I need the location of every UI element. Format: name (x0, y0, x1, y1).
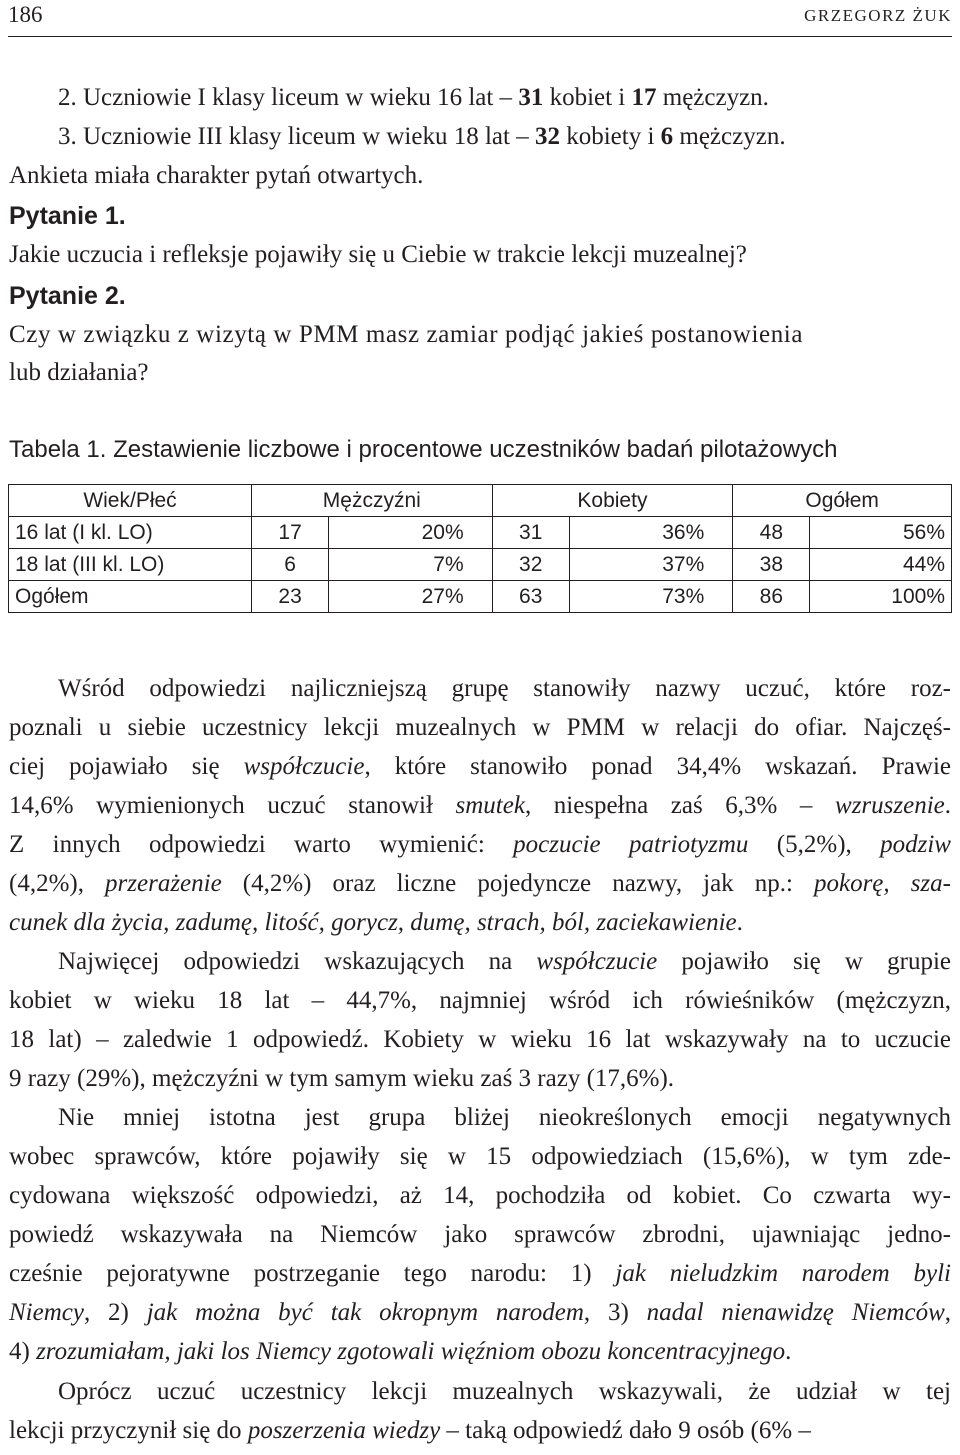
body-line (9, 867, 951, 901)
body-line (9, 1414, 951, 1448)
emphasized-text: cunek dla życia, zadumę, litość, gorycz, dumę, strach, ból, zaciekawienie (9, 909, 737, 936)
emphasized-text: współczucie (243, 753, 365, 780)
body-line (9, 750, 951, 784)
body-line (9, 984, 951, 1018)
women-count: 31 (492, 517, 569, 549)
header-women: Kobiety (492, 485, 733, 517)
text-run: poznali u siebie uczestnicy lekcji muzealnych w PMM w relacji do ofiar. Najczęś- (9, 714, 951, 741)
text-run: Nie mniej istotna jest grupa bliżej nieokreślonych emocji negatywnych (58, 1104, 951, 1131)
table-header-row (9, 485, 952, 517)
body-line (9, 1218, 951, 1252)
text-run: Wśród odpowiedzi najliczniejszą grupę stanowiły nazwy uczuć, które roz- (58, 675, 951, 702)
table-caption: Tabela 1. Zestawienie liczbowe i procentowe uczestników badań pilotażowych (9, 436, 838, 463)
body-line (9, 711, 951, 745)
table-row-total (9, 581, 952, 613)
header-total: Ogółem (733, 485, 952, 517)
body-line (9, 1257, 951, 1291)
men-percent: 27% (329, 581, 492, 613)
body-line (58, 945, 951, 979)
total-percent: 44% (810, 549, 952, 581)
question-1-label: Pytanie 1. (9, 202, 126, 230)
emphasized-text: Niemcy (9, 1299, 84, 1326)
table-row (9, 549, 952, 581)
men-count: 23 (252, 581, 329, 613)
text-run: (4,2%), (9, 870, 106, 897)
emphasized-text: wzruszenie (835, 792, 945, 819)
body-line (9, 1179, 951, 1213)
body-line (9, 828, 951, 862)
row-label: 18 lat (III kl. LO) (9, 549, 252, 581)
page-number: 186 (8, 2, 43, 27)
women-count: 63 (492, 581, 569, 613)
text-run: Z innych odpowiedzi warto wymienić: (9, 831, 514, 858)
list-item-3: 3. Uczniowie III klasy liceum w wieku 18 lat – 32 kobiety i 6 mężczyzn. (58, 123, 786, 150)
survey-note: Ankieta miała charakter pytań otwartych. (9, 162, 424, 189)
emphasized-text: jak nieludzkim narodem byli (615, 1260, 952, 1287)
emphasized-text: poczucie patriotyzmu (513, 831, 749, 858)
text-run: , które stanowiło ponad 34,4% wskazań. Prawie (364, 753, 951, 780)
running-header (8, 0, 952, 37)
emphasized-text: przerażenie (105, 870, 222, 897)
question-2-text-line-1: Czy w związku z wizytą w PMM masz zamiar podjąć jakieś postanowienia (9, 321, 804, 348)
text-run: cześnie pejoratywne postrzeganie tego narodu: 1) (9, 1260, 616, 1287)
text-run: Najwięcej odpowiedzi wskazujących na (58, 948, 537, 975)
emphasized-text: współczucie (536, 948, 658, 975)
men-count: 6 (252, 549, 329, 581)
body-line (58, 672, 951, 706)
women-percent: 73% (569, 581, 732, 613)
row-label: 16 lat (I kl. LO) (9, 517, 252, 549)
total-count: 48 (733, 517, 810, 549)
question-2-label: Pytanie 2. (9, 282, 126, 310)
men-percent: 20% (329, 517, 492, 549)
emphasized-text: nadal nienawidzę Niemców (646, 1299, 945, 1326)
text-run: 14,6% wymienionych uczuć stanowił (9, 792, 456, 819)
list-item-2: 2. Uczniowie I klasy liceum w wieku 16 lat – 31 kobiet i 17 mężczyzn. (58, 84, 769, 111)
total-count: 38 (733, 549, 810, 581)
header-men: Mężczyźni (252, 485, 493, 517)
women-percent: 37% (569, 549, 732, 581)
body-line (58, 1375, 951, 1409)
running-head-author: GRZEGORZ ŻUK (804, 6, 952, 25)
women-count: 32 (492, 549, 569, 581)
text-run: pojawiło się w grupie (657, 948, 952, 975)
men-count: 17 (252, 517, 329, 549)
text-run: . (785, 1338, 792, 1365)
emphasized-text: podziw (880, 831, 951, 858)
text-run: Oprócz uczuć uczestnicy lekcji muzealnych wskazywali, że udział w tej (58, 1378, 951, 1405)
body-line (58, 1101, 951, 1135)
text-run: , 3) (583, 1299, 647, 1326)
body-line (9, 1140, 951, 1174)
text-run: ciej pojawiało się (9, 753, 244, 780)
emphasized-text: zrozumiałam, jaki los Niemcy zgotowali więźniom obozu koncentracyjnego (36, 1338, 786, 1365)
text-run: , (944, 1299, 952, 1326)
emphasized-text: smutek (455, 792, 525, 819)
men-percent: 7% (329, 549, 492, 581)
text-run: , 2) (83, 1299, 147, 1326)
total-percent: 56% (810, 517, 952, 549)
text-run: 4) (9, 1338, 37, 1365)
text-run: wobec sprawców, które pojawiły się w 15 odpowiedziach (15,6%), w tym zde- (9, 1143, 951, 1170)
emphasized-text: poszerzenia wiedzy (247, 1417, 441, 1444)
text-run: lekcji przyczynił się do (9, 1417, 248, 1444)
total-percent: 100% (810, 581, 952, 613)
text-run: (5,2%), (748, 831, 881, 858)
text-run: kobiet w wieku 18 lat – 44,7%, najmniej wśród ich rówieśników (mężczyzn, (9, 987, 951, 1014)
women-percent: 36% (569, 517, 732, 549)
text-run: (4,2%) oraz liczne pojedyncze nazwy, jak np.: (221, 870, 814, 897)
header-age-sex: Wiek/Płeć (9, 485, 252, 517)
text-run: – taką odpowiedź dało 9 osób (6% – (440, 1417, 811, 1444)
total-count: 86 (733, 581, 810, 613)
body-line (9, 1062, 951, 1096)
body-line (9, 1023, 951, 1057)
question-1-text: Jakie uczucia i refleksje pojawiły się u Ciebie w trakcie lekcji muzealnej? (9, 241, 747, 268)
body-line (9, 1335, 951, 1369)
text-run: . (736, 909, 743, 936)
body-line (9, 1296, 951, 1330)
participants-table (8, 484, 952, 613)
text-run: 18 lat) – zaledwie 1 odpowiedź. Kobiety w wieku 16 lat wskazywały na to uczucie (9, 1026, 951, 1053)
text-run: . (944, 792, 952, 819)
emphasized-text: pokorę, sza- (813, 870, 951, 897)
text-run: 9 razy (29%), mężczyźni w tym samym wieku zaś 3 razy (17,6%). (9, 1065, 675, 1092)
text-run: , niespełna zaś 6,3% – (524, 792, 836, 819)
table-row (9, 517, 952, 549)
text-run: cydowana większość odpowiedzi, aż 14, pochodziła od kobiet. Co czwarta wy- (9, 1182, 951, 1209)
body-line (9, 906, 951, 940)
question-2-text-line-2: lub działania? (9, 359, 149, 386)
text-run: powiedź wskazywała na Niemców jako sprawców zbrodni, ujawniając jedno- (9, 1221, 951, 1248)
emphasized-text: jak można być tak okropnym narodem (146, 1299, 584, 1326)
body-line (9, 789, 951, 823)
row-label: Ogółem (9, 581, 252, 613)
